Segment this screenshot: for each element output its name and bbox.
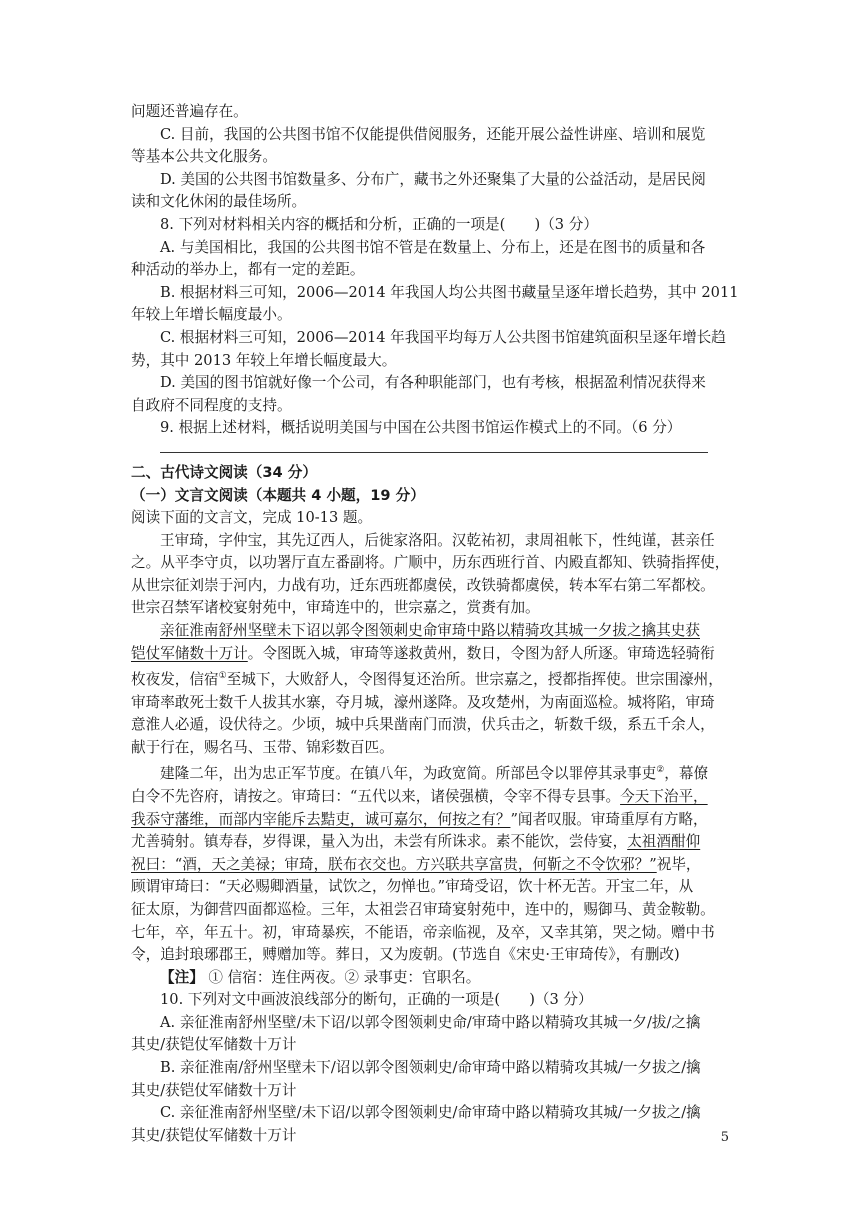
text-line: A. 与美国相比，我国的公共图书馆不管是在数量上、分布上，还是在图书的质量和各: [160, 238, 706, 256]
note-line: [131, 967, 729, 990]
question-10: 10. 下列对文中画波浪线部分的断句，正确的一项是( )（3 分）: [160, 991, 593, 1009]
answer-blank-line[interactable]: [160, 440, 708, 453]
note-label: 【注】: [160, 968, 204, 986]
passage-line: 顾谓审琦曰：“天必赐卿酒量，试饮之，勿惮也。”审琦受诏，饮十杯无苦。开宝二年，从: [131, 878, 694, 896]
passage-text: 建隆二年，出为忠正军节度。在镇八年，为政宽简。所部邑令以罪停其录事吏: [160, 765, 657, 783]
footnote-ref: ①: [218, 671, 227, 682]
passage-line: 之。从平李守贞，以功署厅直左番副将。广顺中，历东西班行首、内殿直都知、铁骑指挥使，: [131, 554, 730, 572]
passage-line: 征太原，为御营四面都巡检。三年，太祖尝召审琦宴射苑中，连中的，赐御马、黄金鞍勒。: [131, 900, 715, 918]
option-b: B. 亲征淮南/舒州坚壁未下/诏以郭令图领刺史/命审琦中路以精骑攻其城/一夕拔之/擒: [160, 1059, 701, 1077]
underlined-text: 祝曰：“酒，天之美禄；审琦，朕布衣交也。方兴联共享富贵，何靳之不令饮邪？”: [131, 855, 657, 873]
text-line: D. 美国的图书馆就好像一个公司，有各种职能部门，也有考核，根据盈利情况获得来: [160, 374, 706, 392]
passage-line: [131, 665, 729, 691]
text-line: 问题还普遍存在。: [131, 103, 248, 120]
footnote-ref: ②: [656, 765, 665, 776]
option-c: C. 亲征淮南舒州坚壁/未下诏/以郭令图领刺史/命审琦中路以精骑攻其城/一夕拔之/擒: [160, 1104, 701, 1122]
text-line: C. 根据材料三可知，2006—2014 年我国平均每万人公共图书馆建筑面积呈逐年增长趋: [160, 328, 726, 346]
text-line: 势，其中 2013 年较上年增长幅度最大。: [131, 351, 397, 369]
text-line: 读和文化休闲的最佳场所。: [131, 193, 307, 211]
text-line: D. 美国的公共图书馆数量多、分布广，藏书之外还聚集了大量的公益活动，是居民阅: [160, 170, 706, 188]
text-line: 等基本公共文化服务。: [131, 148, 277, 166]
underlined-text: 太祖酒酣仰: [627, 833, 701, 851]
question-9: 9. 根据上述材料，概括说明美国与中国在公共图书馆运作模式上的不同。（6 分）: [160, 419, 682, 437]
passage-line: 世宗召禁军诸校宴射苑中，审琦连中的，世宗嘉之，赏赉有加。: [131, 599, 540, 617]
passage-text: 尤善骑射。镇寿春，岁得课，量入为出，未尝有所诛求。素不能饮，尝侍宴，: [131, 833, 628, 851]
option-c-cont: 其史/获铠仗军储数十万计: [131, 1126, 297, 1144]
option-a-cont: 其史/获铠仗军储数十万计: [131, 1036, 297, 1054]
option-b-cont: 其史/获铠仗军储数十万计: [131, 1081, 297, 1099]
text-line: 年较上年增长幅度最小。: [131, 306, 292, 324]
passage-line: 献于行在，赐名马、玉带、锦彩数百匹。: [131, 738, 394, 756]
text-line: 种活动的举办上，都有一定的差距。: [131, 261, 365, 279]
passage-line: 审琦率敢死士数千人拔其水寨，夺月城，濠州遂降。及攻楚州，为南面巡检。城将陷，审琦: [131, 693, 715, 711]
passage-line: 从世宗征刘崇于河内，力战有功，迁东西班都虞侯，改铁骑都虞侯，转本军右第二军都校。: [131, 576, 715, 594]
passage-text: ”闻者叹服。审琦重厚有方略，: [510, 810, 708, 828]
note-text: ① 信宿：连住两夜。② 录事吏：官职名。: [203, 968, 481, 986]
wavy-underline-text: 亲征淮南舒州坚壁未下诏以郭令图领刺史命审琦中路以精骑攻其城一夕拔之擒其史获: [160, 622, 700, 640]
text-line: B. 根据材料三可知，2006—2014 年我国人均公共图书藏量呈逐年增长趋势，其中 2011: [160, 283, 739, 301]
passage-line: [131, 620, 729, 643]
passage-line: [131, 809, 729, 832]
passage-text: 白令不先咨府，请按之。审琦曰：“五代以来，诸侯强横，令宰不得专县事。: [131, 787, 621, 805]
wavy-underline-text: 铠仗军储数十万计: [131, 644, 248, 662]
page-body: [131, 101, 739, 1147]
passage-line: [131, 786, 729, 809]
passage-text: 。令图既入城，审琦等遂救黄州，数日，令图为舒人所逐。审琦选轻骑衔: [247, 644, 715, 662]
passage-line: 令，追封琅琊郡王，赙赠加等。葬日，又为废朝。(节选自《宋史·王审琦传》，有删改): [131, 946, 680, 964]
underlined-text: 我忝守藩维，而部内宰能斥去黠吏，诚可嘉尔，何按之有？: [131, 810, 511, 828]
section-heading: 二、古代诗文阅读（34 分）: [131, 463, 317, 481]
page-number: 5: [720, 1130, 729, 1145]
passage-line: 意淮人必遁，设伏待之。少顷，城中兵果凿南门而溃，伏兵击之，斩数千级，系五千余人，: [131, 716, 715, 734]
passage-text: 祝毕，: [656, 855, 701, 873]
passage-text: 枚夜发，信宿: [131, 671, 219, 689]
passage-line: [131, 759, 729, 785]
text-line: 自政府不同程度的支持。: [131, 396, 292, 414]
passage-line: [131, 831, 729, 854]
instruction-line: 阅读下面的文言文，完成 10-13 题。: [131, 509, 373, 527]
option-a: A. 亲征淮南舒州坚壁/未下诏/以郭令图领刺史命/审琦中路以精骑攻其城一夕/拔/之擒: [160, 1013, 701, 1031]
question-8: 8. 下列对材料相关内容的概括和分析，正确的一项是( )（3 分）: [160, 215, 598, 233]
text-line: C. 目前，我国的公共图书馆不仅能提供借阅服务，还能开展公益性讲座、培训和展览: [160, 125, 706, 143]
passage-line: 王审琦，字仲宝，其先辽西人，后徙家洛阳。汉乾祐初，隶周祖帐下，性纯谨，甚亲任: [160, 531, 715, 549]
passage-line: [131, 854, 729, 877]
passage-text: ，幕僚: [664, 765, 709, 783]
subsection-heading: （一）文言文阅读（本题共 4 小题，19 分）: [131, 486, 425, 504]
passage-line: 七年，卒，年五十。初，审琦暴疾，不能语，帝亲临视，及卒，又幸其第，哭之恸。赠中书: [131, 923, 715, 941]
passage-text: 至城下，大败舒人，令图得复还治所。世宗嘉之，授都指挥使。世宗围濠州，: [226, 671, 723, 689]
underlined-text: 今天下治平，: [620, 787, 708, 805]
passage-line: [131, 643, 729, 666]
